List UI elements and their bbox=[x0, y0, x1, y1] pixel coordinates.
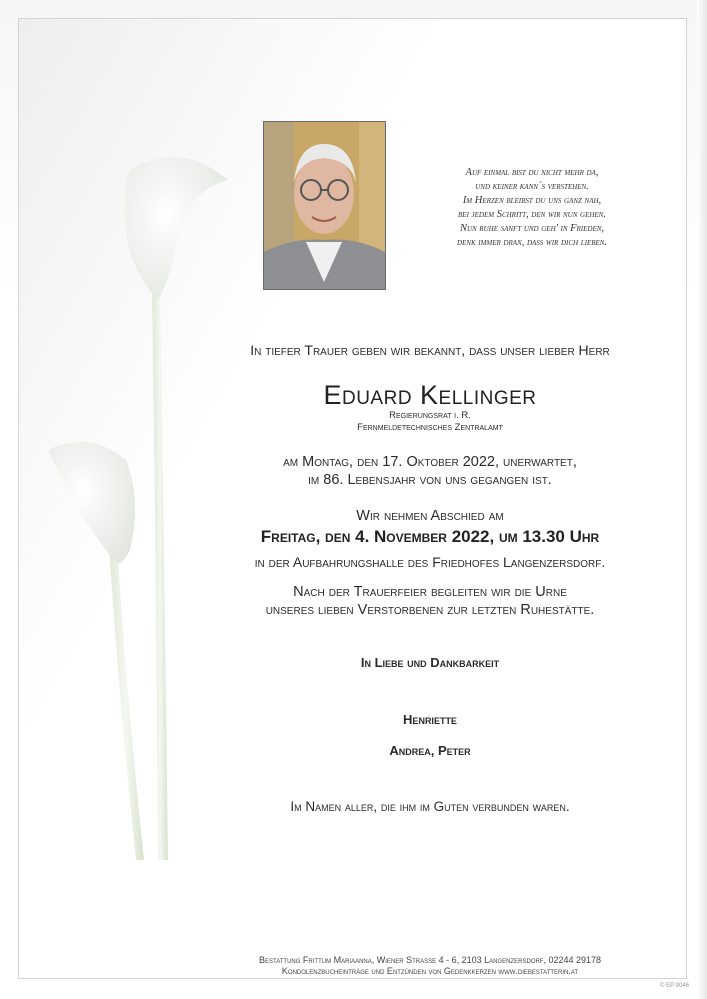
memorial-poem bbox=[412, 166, 652, 250]
deceased-workplace: Fernmeldetechnisches Zentralamt bbox=[357, 422, 503, 433]
family-member: Andrea, Peter bbox=[389, 743, 471, 758]
deceased-title: Regierungsrat i. R. bbox=[389, 410, 471, 421]
poem-line: Im Herzen bleibst du uns ganz nah, bbox=[462, 195, 602, 206]
announcement-intro: In tiefer Trauer geben wir bekannt, dass unser lieber Herr bbox=[250, 342, 610, 358]
funeral-home-footer bbox=[180, 955, 680, 977]
death-date-line: am Montag, den 17. Oktober 2022, unerwartet, bbox=[283, 454, 577, 470]
urn-line-2: unseres lieben Verstorbenen zur letzten Ruhestätte. bbox=[265, 602, 595, 618]
print-code: © EP 9046 bbox=[660, 983, 689, 989]
poem-line: Auf einmal bist du nicht mehr da, bbox=[465, 167, 599, 178]
footer-website: Kondolenzbucheinträge und Entzünden von Gedenkkerzen www.diebestatterin.at bbox=[281, 966, 579, 976]
farewell-place: in der Aufbahrungshalle des Friedhofes Langenzersdorf. bbox=[254, 554, 606, 570]
farewell-date: Freitag, den 4. November 2022, um 13.30 Uhr bbox=[260, 527, 600, 546]
footer-address: Bestattung Frittum Mariaanna, Wiener Strasse 4 - 6, 2103 Langenzersdorf, 02244 29178 bbox=[258, 955, 602, 965]
closing-line: Im Namen aller, die ihm im Guten verbunden waren. bbox=[290, 799, 570, 814]
death-age-line: im 86. Lebensjahr von uns gegangen ist. bbox=[308, 472, 552, 488]
poem-line: Nun ruhe sanft und geh' in Frieden, bbox=[459, 223, 605, 234]
poem-line: und keiner kann´s verstehen. bbox=[475, 181, 589, 192]
poem-line: bei jedem Schritt, den wir nun gehen. bbox=[458, 209, 606, 220]
love-and-gratitude: In Liebe und Dankbarkeit bbox=[360, 655, 500, 670]
urn-line-1: Nach der Trauerfeier begleiten wir die Urne bbox=[293, 584, 567, 600]
paper-edge bbox=[697, 0, 707, 999]
poem-line: denk immer dran, dass wir dich lieben. bbox=[456, 237, 608, 248]
deceased-name: Eduard Kellinger bbox=[323, 380, 537, 410]
farewell-intro: Wir nehmen Abschied am bbox=[356, 508, 504, 524]
portrait-photo bbox=[263, 121, 386, 290]
family-member: Henriette bbox=[403, 712, 457, 727]
